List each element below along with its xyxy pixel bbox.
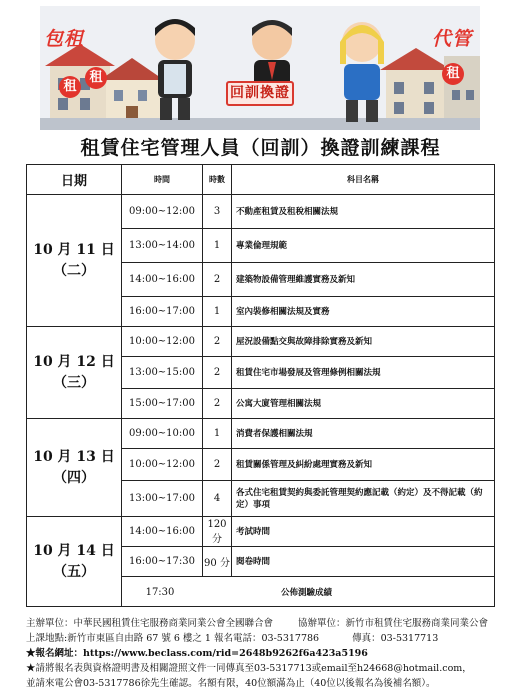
table-row (27, 517, 495, 547)
subject-cell: 租賃關係管理及糾紛處理實務及新知 (232, 449, 495, 481)
subject-cell: 閱卷時間 (232, 547, 495, 577)
date-cell (27, 517, 122, 607)
time-cell: 09:00~10:00 (122, 419, 203, 449)
co-organizer-text: 協辦單位：新竹市租賃住宅服務商業同業公會 (298, 618, 489, 629)
hours-cell: 2 (203, 327, 232, 357)
course-schedule-table (26, 164, 495, 607)
page-title: 租賃住宅管理人員（回訓）換證訓練課程 (80, 137, 441, 159)
table-row (27, 419, 495, 449)
subject-cell: 租賃住宅市場發展及管理條例相關法規 (232, 357, 495, 389)
date-text: 10 月 11 日 (33, 241, 115, 258)
weekday-text: （二） (53, 262, 95, 279)
subject-cell: 屋況設備點交與故障排除實務及新知 (232, 327, 495, 357)
final-subject: 公佈測驗成績 (280, 587, 332, 598)
subject-cell: 建築物設備管理維護實務及新知 (232, 263, 495, 297)
registration-url[interactable]: ★報名網址：https://www.beclass.com/rid=2648b9262f6a423a5196 (26, 648, 368, 659)
final-result-cell (122, 577, 495, 607)
date-cell (27, 419, 122, 517)
time-cell: 15:00~17:00 (122, 389, 203, 419)
time-cell: 16:00~17:00 (122, 297, 203, 327)
banner-right-label: 代管 (431, 28, 472, 50)
time-cell: 13:00~15:00 (122, 357, 203, 389)
date-cell (27, 327, 122, 419)
header-hours: 時數 (203, 165, 232, 195)
final-time: 17:30 (145, 586, 175, 598)
venue-row (26, 631, 506, 646)
header-time: 時間 (122, 165, 203, 195)
header-subject: 科目名稱 (232, 165, 495, 195)
hours-cell: 4 (203, 481, 232, 517)
time-cell: 16:00~17:30 (122, 547, 203, 577)
rent-sign-icon: 租 (442, 63, 464, 85)
footer-info (26, 616, 506, 691)
fax-text: 傳真：03-5317713 (352, 633, 439, 644)
organizer-row (26, 616, 506, 631)
date-text: 10 月 12 日 (33, 353, 115, 370)
hours-cell: 2 (203, 357, 232, 389)
hours-cell: 2 (203, 449, 232, 481)
weekday-text: （四） (53, 469, 95, 486)
time-cell: 09:00~12:00 (122, 195, 203, 229)
subject-cell: 室內裝修相關法規及實務 (232, 297, 495, 327)
hours-cell: 1 (203, 297, 232, 327)
date-text: 10 月 13 日 (33, 448, 115, 465)
rent-sign-icon: 租 (85, 67, 107, 89)
rent-sign-icon: 租 (59, 76, 81, 98)
time-cell: 13:00~14:00 (122, 229, 203, 263)
time-cell: 13:00~17:00 (122, 481, 203, 517)
hours-cell: 2 (203, 263, 232, 297)
subject-cell: 消費者保護相關法規 (232, 419, 495, 449)
banner-illustration (40, 6, 480, 130)
note-line-1: ★請將報名表與資格證明書及相關證照文件一同傳真至03-5317713或email至h24668@hotmail.com， (26, 663, 472, 674)
organizer-text: 主辦單位：中華民國租賃住宅服務商業同業公會全國聯合會 (26, 618, 274, 629)
hours-cell: 3 (203, 195, 232, 229)
note-line-2: 並請來電公會03-5317786徐先生確認。名額有限，40位額滿為止（40位以後報名為後補名額）。 (26, 678, 436, 689)
subject-cell: 專業倫理規範 (232, 229, 495, 263)
hours-cell: 90 分 (203, 547, 232, 577)
date-text: 10 月 14 日 (33, 542, 115, 559)
hours-cell: 2 (203, 389, 232, 419)
banner-artwork (40, 6, 480, 130)
subject-cell: 考試時間 (232, 517, 495, 547)
venue-text: 上課地點:新竹市東區自由路 67 號 6 樓之 1 報名電話：03-5317786 (26, 633, 320, 644)
time-cell: 10:00~12:00 (122, 449, 203, 481)
hours-cell: 1 (203, 419, 232, 449)
subject-cell: 公寓大廈管理相關法規 (232, 389, 495, 419)
weekday-text: （三） (53, 374, 95, 391)
banner-left-label: 包租 (44, 28, 85, 50)
time-cell: 10:00~12:00 (122, 327, 203, 357)
hours-cell: 120 分 (203, 517, 232, 547)
hours-cell: 1 (203, 229, 232, 263)
subject-cell: 不動產租賃及租稅相關法規 (232, 195, 495, 229)
renewal-stamp: 回訓換證 (226, 81, 294, 106)
header-date: 日期 (27, 165, 122, 195)
table-row (27, 195, 495, 229)
table-row (27, 327, 495, 357)
table-header-row (27, 165, 495, 195)
time-cell: 14:00~16:00 (122, 263, 203, 297)
subject-cell: 各式住宅租賃契約與委託管理契約應記載（約定）及不得記載（約定）事項 (232, 481, 495, 517)
time-cell: 14:00~16:00 (122, 517, 203, 547)
weekday-text: （五） (53, 563, 95, 580)
date-cell (27, 195, 122, 327)
